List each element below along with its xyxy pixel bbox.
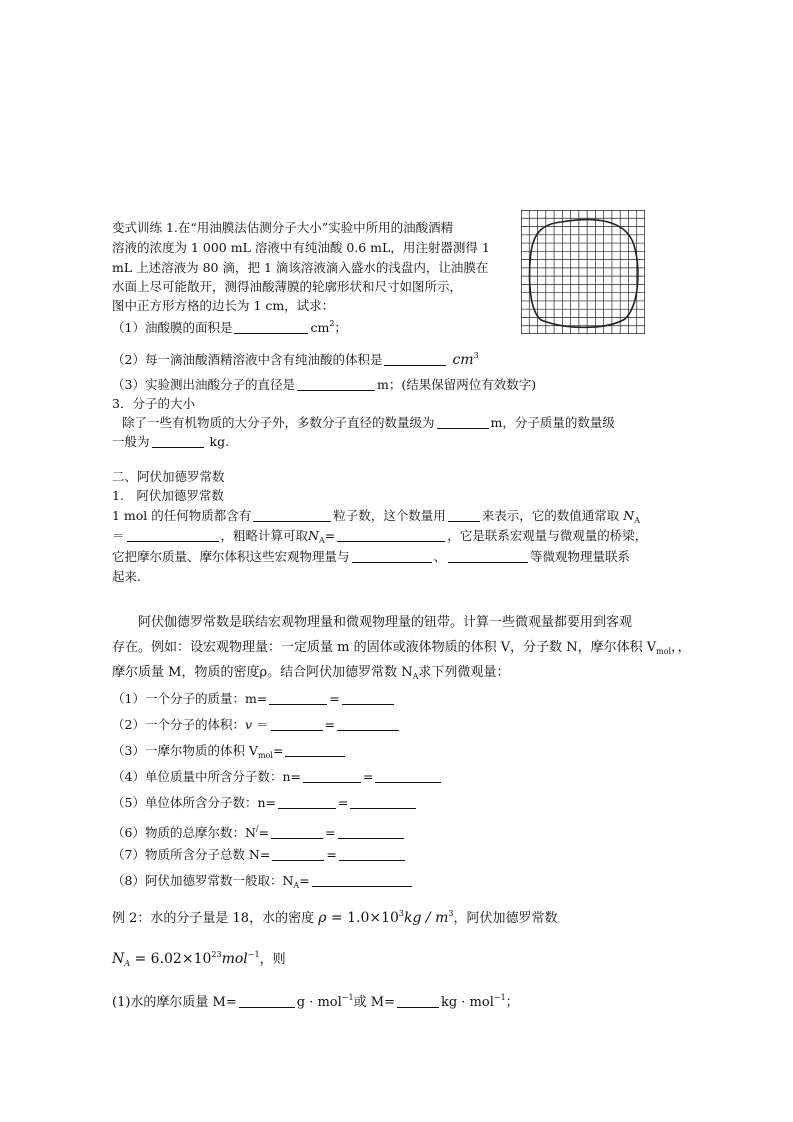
answer-blank[interactable] [339, 847, 405, 861]
sec2-text: 来表示，它的数值通常取 [481, 508, 620, 523]
answer-blank[interactable] [337, 528, 445, 542]
answer-blank[interactable] [448, 508, 480, 522]
sec3-text: 一般为 [112, 434, 150, 449]
vmol-subscript: mol [656, 647, 672, 656]
item-label: （5）单位体所含分子数：n= [112, 795, 276, 810]
na-subscript: A [124, 959, 131, 968]
sec2-text: ，它是联系宏观量与微观量的桥梁， [447, 528, 648, 543]
ex2-text: ； [505, 995, 519, 1010]
item-5 [112, 794, 418, 812]
para-text: ，， [671, 640, 691, 655]
item-eq: = [337, 795, 349, 810]
q2-text: （2）每一滴油酸酒精溶液中含有纯油酸的体积是 [112, 352, 383, 367]
answer-blank[interactable] [338, 825, 404, 839]
q1-unit-sup: 2 [329, 319, 335, 328]
section-2-line-4: 起来. [112, 569, 141, 584]
ex1-line-2: 溶液的浓度为 1 000 mL 溶液中有纯油酸 0.6 mL，用注射器测得 1 [112, 240, 490, 255]
item-sub: A [293, 881, 300, 890]
item-label: （7）物质所含分子总数 N= [112, 847, 271, 862]
na-subscript: A [318, 536, 325, 545]
section-3-title: 3．分子的大小 [112, 396, 195, 411]
q1-unit: cm [310, 320, 330, 335]
unit-kg-mol: kg · mol [440, 995, 494, 1010]
item-eq: ＝ [256, 717, 269, 732]
item-3 [112, 742, 347, 765]
sec3-text: kg. [209, 434, 230, 449]
item-sub: mol [257, 751, 273, 760]
answer-blank[interactable] [397, 994, 439, 1008]
rho-unit-exponent: 3 [448, 909, 454, 918]
item-eq: = [258, 825, 270, 840]
item-eq: = [324, 717, 336, 732]
item-eq: = [299, 873, 310, 888]
na-subscript: A [634, 516, 641, 525]
answer-blank[interactable] [297, 377, 375, 391]
unit-exponent: −1 [493, 993, 506, 1002]
sec2-text: 它把摩尔质量、摩尔体积这些宏观物理量与 [112, 549, 350, 564]
rho-value: = 1.0×10 [326, 910, 399, 926]
item-label: （3）一摩尔物质的体积 V [112, 743, 258, 758]
answer-blank[interactable] [312, 873, 412, 887]
answer-blank[interactable] [253, 508, 331, 522]
q2-unit: cm [452, 352, 474, 368]
paragraph-line-2 [112, 639, 691, 661]
item-eq: = [325, 825, 336, 840]
answer-blank[interactable] [285, 743, 345, 757]
item-var: v [244, 717, 253, 732]
sec3-text: 除了一些有机物质的大分子外，多数分子直径的数量级为 [122, 415, 435, 430]
na-exponent: 23 [211, 950, 222, 959]
sec3-text: m，分子质量的数量级 [490, 415, 615, 430]
ex1-question-1 [112, 315, 347, 337]
item-label: （4）单位质量中所含分子数：n= [112, 769, 301, 784]
item-eq: = [329, 691, 340, 706]
answer-blank[interactable] [350, 795, 416, 809]
na-symbol: N [112, 951, 125, 967]
unit-exponent: −1 [341, 993, 354, 1002]
answer-blank[interactable] [437, 415, 489, 429]
item-eq: = [362, 769, 374, 784]
q2-unit-sup: 3 [473, 351, 479, 360]
item-eq: = [272, 743, 284, 758]
na-unit: mol [221, 951, 248, 967]
paragraph-line-3 [112, 664, 509, 686]
ex1-question-2 [112, 347, 479, 369]
section-3-line-1 [122, 414, 615, 432]
unit-g-mol: g · mol [296, 995, 342, 1010]
ex2-question-1 [112, 989, 519, 1012]
answer-blank[interactable] [448, 549, 528, 563]
ex1-line-5: 图中正方形方格的边长为 1 cm，试求： [112, 298, 335, 313]
na-symbol: N [623, 508, 635, 523]
ex1-line-1: 变式训练 1.在“用油膜法估测分子大小”实验中所用的油酸酒精 [112, 220, 454, 235]
answer-blank[interactable] [234, 320, 308, 334]
answer-blank[interactable] [278, 795, 336, 809]
sec2-text: 等微观物理量联系 [530, 549, 631, 564]
answer-blank[interactable] [271, 825, 323, 839]
section-2-line-3 [112, 548, 630, 566]
sec2-text: ＝ [112, 528, 125, 543]
answer-blank[interactable] [271, 717, 323, 731]
q3-suffix: m；(结果保留两位有效数字) [376, 377, 537, 392]
answer-blank[interactable] [239, 994, 295, 1008]
item-4 [112, 768, 443, 786]
ex2-text: ，阿伏加德罗常数 [453, 911, 558, 926]
sec2-text: = [324, 528, 336, 543]
item-eq: = [326, 847, 337, 862]
item-sup: / [255, 824, 259, 833]
answer-blank[interactable] [352, 549, 432, 563]
answer-blank[interactable] [384, 352, 446, 366]
item-1 [112, 690, 396, 708]
para-text: 求下列微观量： [418, 665, 510, 680]
rho-symbol: ρ [318, 910, 327, 926]
section-3-line-2 [112, 433, 229, 451]
answer-blank[interactable] [269, 691, 327, 705]
na-symbol: N [308, 528, 319, 543]
ex2-text: ，则 [259, 952, 286, 967]
oil-film-grid-figure [521, 210, 645, 334]
item-label: （1）一个分子的质量：m= [112, 691, 268, 706]
answer-blank[interactable] [303, 769, 361, 783]
ex1-line-4: 水面上尽可能散开，测得油酸薄膜的轮廓形状和尺寸如图所示， [112, 279, 463, 294]
answer-blank[interactable] [342, 691, 394, 705]
item-7 [112, 846, 407, 864]
na-unit-exponent: −1 [247, 950, 260, 959]
answer-blank[interactable] [375, 769, 441, 783]
ex1-line-3: mL 上述溶液为 80 滴，把 1 滴该溶液滴入盛水的浅盘内，让油膜在 [112, 260, 489, 275]
sec2-text: 1 mol 的任何物质都含有 [112, 508, 252, 523]
q1-text: （1）油酸膜的面积是 [112, 320, 233, 335]
sec2-text: ，粗略计算可取 [220, 528, 309, 543]
sec2-text: 、 [433, 549, 447, 564]
rho-unit: kg / m [404, 910, 449, 926]
item-8 [112, 872, 414, 895]
item-label: （6）物质的总摩尔数：N [112, 825, 256, 840]
ex2-text: 或 M= [353, 995, 395, 1010]
para-text: 存在。例如：设宏观物理量：一定质量 m 的固体或液体物质的体积 V，分子数 N，摩尔体积 V [112, 640, 657, 655]
sec2-text: 粒子数，这个数量用 [333, 508, 446, 523]
section-2-line-2 [112, 527, 647, 550]
item-2 [112, 716, 401, 734]
ex2-line-2 [112, 946, 286, 973]
item-label: （2）一个分子的体积： [112, 717, 245, 732]
paragraph-line-1: 阿伏伽德罗常数是联结宏观物理量和微观物理量的钮带。计算一些微观量都要用到客观 [138, 615, 633, 630]
answer-blank[interactable] [152, 434, 204, 448]
item-label: （8）阿伏加德罗常数一般取：N [112, 873, 294, 888]
ex1-question-3 [112, 376, 536, 394]
answer-blank[interactable] [272, 847, 324, 861]
para-text: 摩尔质量 M，物质的密度ρ。结合阿伏加德罗常数 N [112, 665, 413, 680]
answer-blank[interactable] [337, 717, 399, 731]
ex2-text: (1)水的摩尔质量 M= [112, 995, 237, 1010]
item-6 [112, 820, 406, 842]
q3-text: （3）实验测出油酸分子的直径是 [112, 377, 295, 392]
ex2-line-1 [112, 905, 557, 928]
q1-end: ； [334, 320, 347, 335]
rho-exponent: 3 [398, 909, 404, 918]
section-2-subtitle: 1. 阿伏加德罗常数 [112, 488, 224, 503]
ex2-text: 例 2：水的分子量是 18，水的密度 [112, 911, 315, 926]
na-value: = 6.02×10 [130, 951, 212, 967]
answer-blank[interactable] [127, 528, 219, 542]
na-subscript: A [412, 672, 419, 681]
section-2-title: 二、阿伏加德罗常数 [112, 469, 225, 484]
